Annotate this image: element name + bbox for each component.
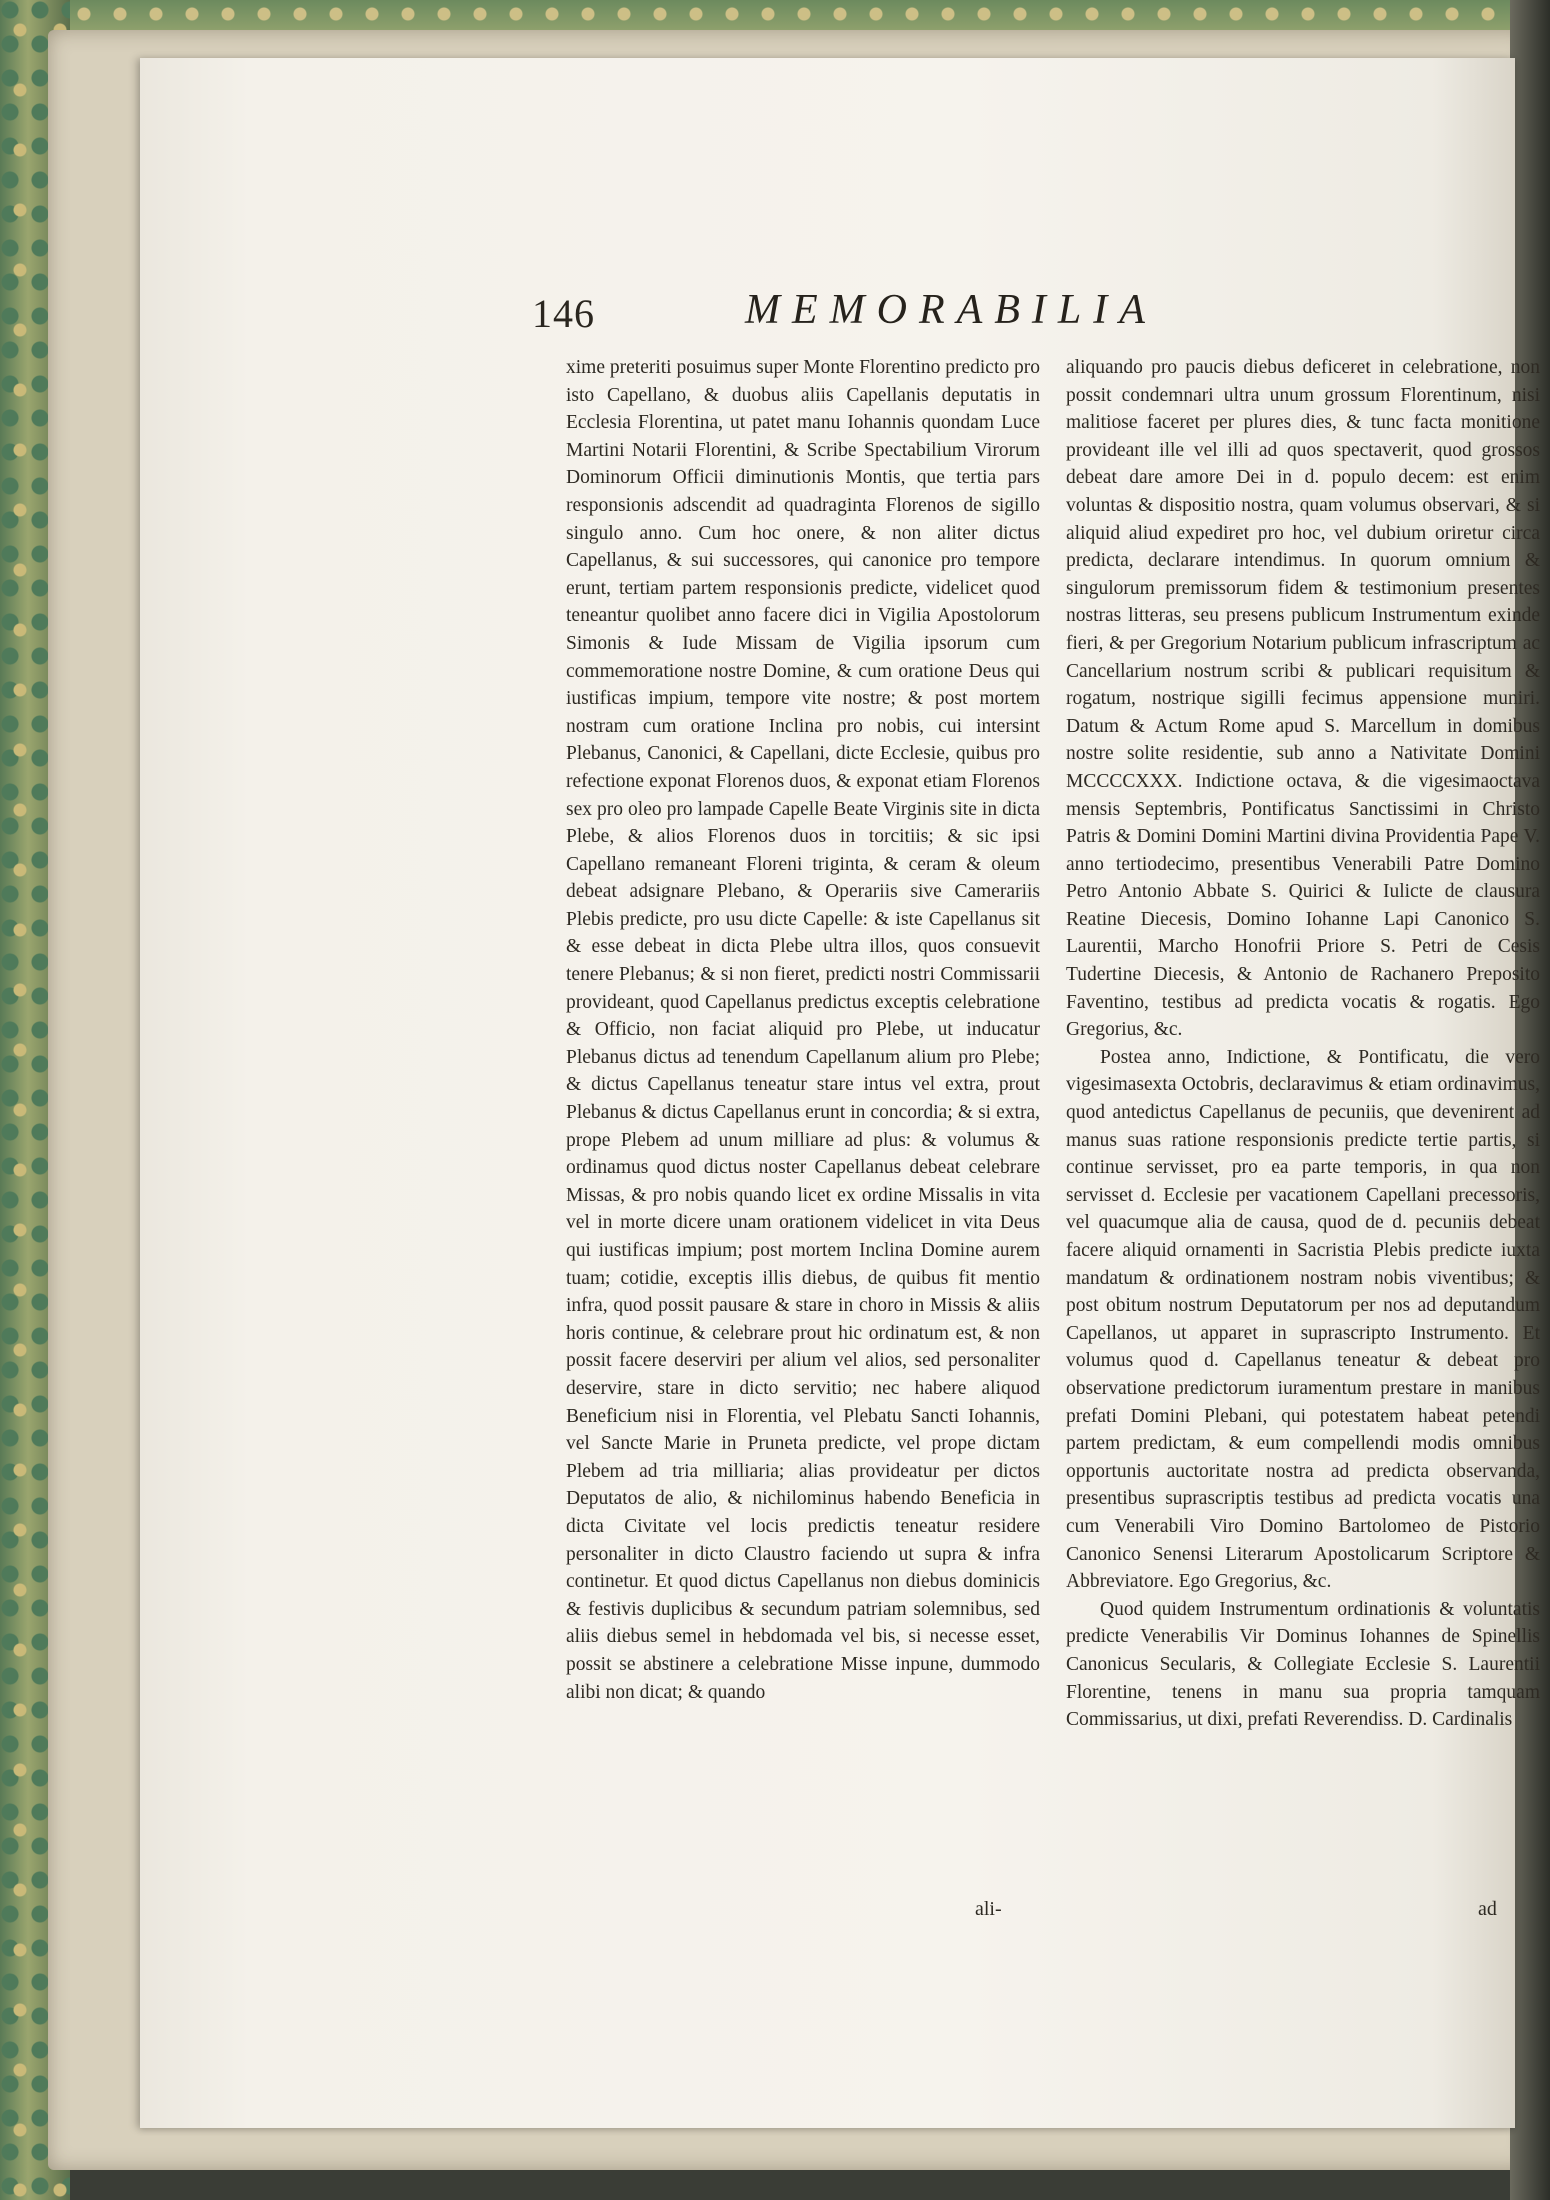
book-page — [140, 58, 1540, 2128]
left-catchword: ali- — [975, 1898, 1002, 1920]
right-paragraph-1: aliquando pro paucis diebus deficeret in celebratione, non possit condemnari ultra unum grossum Florentinum, nisi malitiose faceret per plures dies, & tunc facta monitione provideant ille vel illi ad quos spectaverit, quod grossos debeat dare amore Dei in d. populo decem: est enim voluntas & dispositio nostra, quam volumus observari, & si aliquid aliud expediret pro hoc, vel dubium oriretur circa predicta, declarare intendimus. In quorum omnium & singulorum premissorum fidem & testimonium presentes nostras litteras, seu presens publicum Instrumentum exinde fieri, & per Gregorium Notarium publicum infrascriptum ac Cancellarium nostrum scribi & publicari requisitum & rogatum, nostrique sigilli fecimus appensione muniri. Datum & Actum Rome apud S. Marcellum in domibus nostre solite residentie, sub anno a Nativitate Domini MCCCCXXX. Indictione octava, & die vigesimaoctava mensis Septembris, Pontificatus Sanctissimi in Christo Patris & Domini Domini Martini divina Providentia Pape V. anno tertiodecimo, presentibus Venerabili Patre Domino Petro Antonio Abbate S. Quirici & Iulicte de clausura Reatine Diecesis, Domino Iohanne Lapi Canonico S. Laurentii, Marcho Honofrii Priore S. Petri de Cesis Tudertine Diecesis, & Antonio de Rachanero Preposito Faventino, testibus ad predicta vocatis & rogatis. Ego Gregorius, &c. — [1066, 357, 1540, 1041]
running-title: MEMORABILIA — [745, 287, 1157, 333]
right-paragraph-2: Postea anno, Indictione, & Pontificatu, die vero vigesimasexta Octobris, declaravimus & etiam ordinavimus, quod antedictus Capellanus de pecuniis, que devenirent ad manus suas ratione responsionis predicte tertie partis, si continue servisset, pro ea parte temporis, in qua non servisset d. Ecclesie per vacationem Capellani precessoris, vel quacumque alia de causa, quod de d. pecuniis debeat facere aliquid ornamenti in Sacristia Plebis predicte iuxta mandatum & ordinationem nostram nobis viventibus; & post obitum nostrum Deputatorum per nos ad deputandum Capellanos, ut apparet in suprascripto Instrumento. Et volumus quod d. Capellanus teneatur & debeat pro observatione predictorum iuramentum prestare in manibus prefati Domini Plebani, qui potestatem habeat petendi partem predictam, & eum compellendi modis omnibus opportunis auctoritate nostra ad predicta observanda, presentibus suprascriptis testibus ad predicta vocatis una cum Venerabili Viro Domino Bartolomeo de Pistorio Canonico Senensi Literarum Apostolicarum Scriptore & Abbreviatore. Ego Gregorius, &c. — [1066, 1046, 1540, 1593]
page-header — [140, 238, 1515, 336]
page-number: 146 — [532, 291, 595, 336]
left-text-column — [566, 354, 1040, 1706]
right-text-column — [1066, 354, 1540, 1734]
right-catchword: ad — [1478, 1898, 1497, 1920]
right-paragraph-3: Quod quidem Instrumentum ordinationis & voluntatis predicte Venerabilis Vir Dominus Iohannes de Spinellis Canonicus Secularis, & Collegiate Ecclesie S. Laurentii Florentine, tenens in manu sua propria tamquam Commissarius, ut dixi, prefati Reverendiss. D. Cardinalis — [1066, 1598, 1540, 1731]
left-column-text: xime preteriti posuimus super Monte Florentino predicto pro isto Capellano, & duobus aliis Capellanis deputatis in Ecclesia Florentina, ut patet manu Iohannis quondam Luce Martini Notarii Florentini, & Scribe Spectabilium Virorum Dominorum Officii diminutionis Montis, que tertia pars responsionis adscendit ad quadraginta Florenos de sigillo singulo anno. Cum hoc onere, & non aliter dictus Capellanus, & sui successores, qui canonice pro tempore erunt, tertiam partem responsionis predicte, videlicet quod teneantur quolibet anno facere dici in Vigilia Apostolorum Simonis & Iude Missam de Vigilia ipsorum cum commemoratione nostre Domine, & cum oratione Deus qui iustificas impium, tempore vite nostre; & post mortem nostram cum oratione Inclina pro nobis, cui intersint Plebanus, Canonici, & Capellani, dicte Ecclesie, quibus pro refectione exponat Florenos duos, & exponat etiam Florenos sex pro oleo pro lampade Capelle Beate Virginis site in dicta Plebe, & alios Florenos duos in torcitiis; & sic ipsi Capellano remaneant Floreni triginta, & ceram & oleum debeat adsignare Plebano, & Operariis sive Camerariis Plebis predicte, pro usu dicte Capelle: & iste Capellanus sit & esse debeat in dicta Plebe ultra illos, quos consuevit tenere Plebanus; & si non fieret, predicti nostri Commissarii provideant, quod Capellanus predictus exceptis celebratione & Officio, non faciat aliquid pro Plebe, ut inducatur Plebanus dictus ad tenendum Capellanum alium pro Plebe; & dictus Capellanus teneatur stare intus vel extra, prout Plebanus & dictus Capellanus erunt in concordia; & si extra, prope Plebem ad unum milliare ad plus: & volumus & ordinamus quod dictus noster Capellanus debeat celebrare Missas, & pro nobis quando licet ex ordine Missalis in vita vel in morte dicere unam orationem videlicet in vita Deus qui iustificas impium; post mortem Inclina Domine aurem tuam; cotidie, exceptis illis diebus, de quibus fit mentio infra, quod possit pausare & stare in choro in Missis & aliis horis continue, & celebrare prout hic ordinatum est, & non possit facere deserviri per alium vel alios, sed personaliter deservire, stare in dicto servitio; nec habere aliquod Beneficium nisi in Florentia, vel Plebatu Sancti Iohannis, vel Sancte Marie in Pruneta predicte, vel prope dictam Plebem ad tria milliaria; alias provideatur per dictos Deputatos de alio, & nichilominus habendo Beneficia in dicta Civitate vel locis predictis teneatur residere personaliter in dicto Claustro faciendo ut supra & infra continetur. Et quod dictus Capellanus non diebus dominicis & festivis duplicibus & secundum patriam solemnibus, sed aliis diebus semel in hebdomada vel bis, si necesse esset, possit se abstinere a celebratione Misse inpune, dummodo alibi non dicat; & quando — [566, 357, 1040, 1703]
